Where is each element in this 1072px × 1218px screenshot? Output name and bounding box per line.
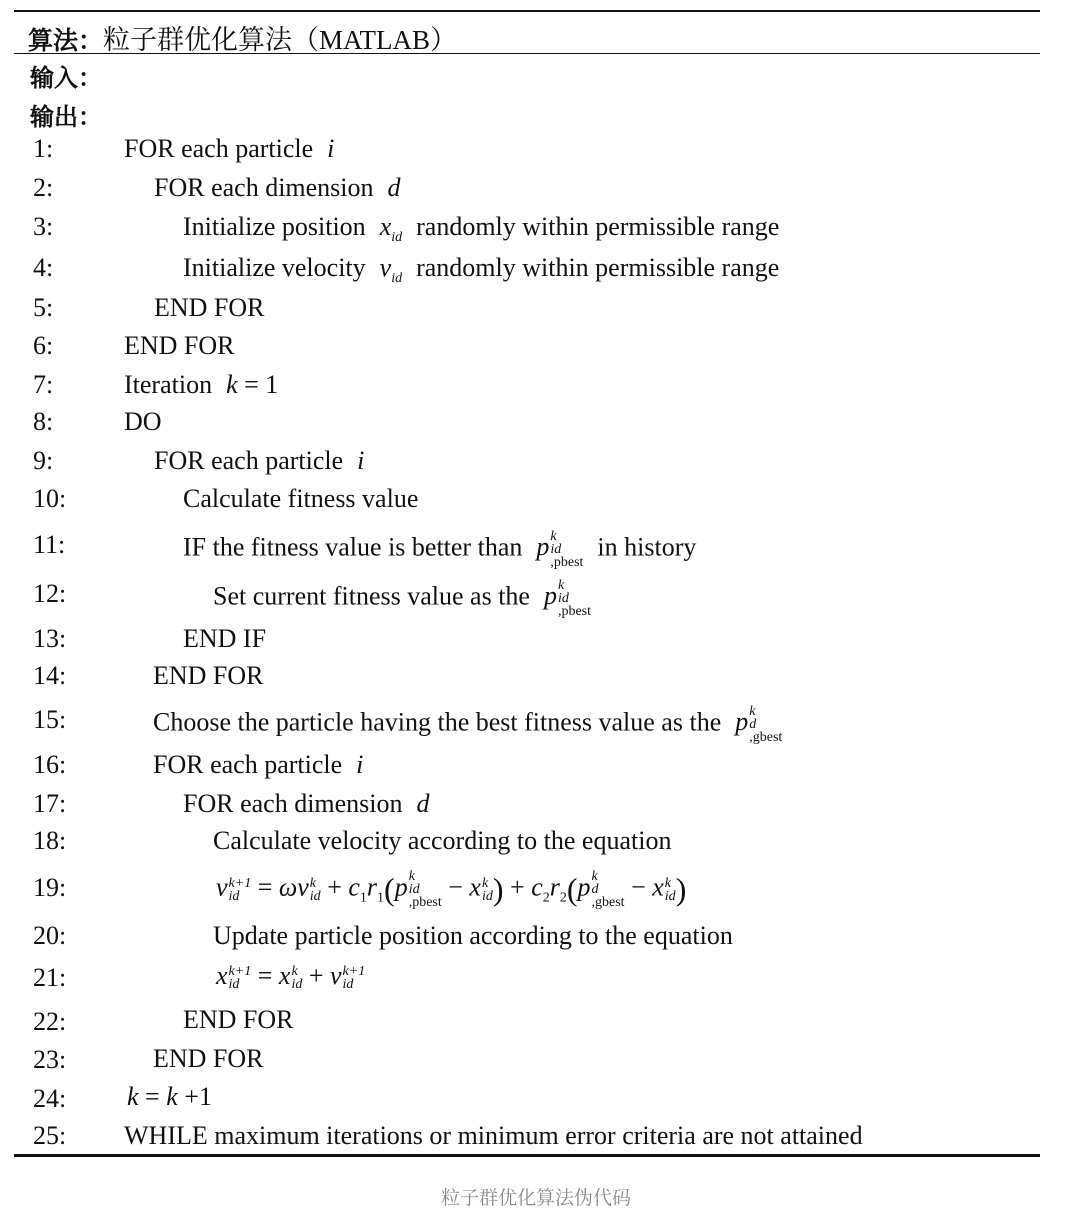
line-number: 23: — [33, 1045, 67, 1074]
code-line — [183, 253, 779, 287]
line-text: Iteration — [124, 370, 213, 399]
code-line: END FOR — [153, 1044, 264, 1073]
code-line — [153, 750, 363, 780]
code-line — [183, 530, 696, 569]
code-line — [154, 173, 401, 203]
line-number: 6: — [33, 331, 54, 360]
line-number: 7: — [33, 370, 54, 399]
line-number: 9: — [33, 446, 54, 475]
code-line — [153, 705, 782, 744]
increment-equation: k = k +1 — [127, 1082, 212, 1111]
line-number: 8: — [33, 407, 54, 436]
line-number: 3: — [33, 212, 54, 241]
code-line: END FOR — [124, 331, 235, 360]
math-p-pbest: p k id ,pbest — [543, 578, 592, 619]
code-line — [213, 579, 591, 618]
code-line — [154, 446, 364, 476]
line-number: 2: — [33, 173, 54, 202]
figure-caption: 粒子群优化算法伪代码 — [440, 1187, 631, 1209]
code-line: END FOR — [153, 661, 264, 690]
var-i: i — [357, 446, 365, 475]
line-number: 12: — [33, 579, 67, 608]
line-number: 17: — [33, 789, 67, 818]
line-number: 18: — [33, 826, 67, 855]
line-number: 14: — [33, 661, 67, 690]
line-number: 24: — [33, 1084, 67, 1113]
line-text: Choose the particle having the best fitness value as the — [153, 707, 722, 737]
line-number: 4: — [33, 253, 54, 282]
line-number: 1: — [33, 134, 54, 163]
var-i: i — [327, 134, 335, 163]
var-k: k — [226, 370, 238, 399]
line-text: FOR each dimension — [183, 789, 403, 818]
line-text: IF the fitness value is better than — [183, 532, 523, 562]
title-text: 粒子群优化算法（MATLAB） — [103, 25, 458, 55]
code-line: DO — [124, 407, 162, 436]
code-line: END FOR — [183, 1005, 294, 1034]
line-text: Initialize velocity — [183, 253, 366, 282]
line-number: 21: — [33, 963, 67, 992]
line-text: Set current fitness value as the — [213, 581, 530, 611]
line-number: 19: — [33, 873, 67, 902]
code-line — [183, 212, 779, 246]
var-d: d — [387, 173, 401, 202]
line-text: FOR each particle — [153, 750, 343, 779]
code-line: END IF — [183, 624, 267, 653]
line-text: FOR each dimension — [154, 173, 374, 202]
code-line: Update particle position according to the equation — [213, 921, 733, 950]
code-line — [124, 370, 278, 400]
line-text: randomly within permissible range — [416, 253, 780, 282]
algorithm-title — [28, 18, 457, 57]
expr-rest: = 1 — [237, 370, 279, 399]
math-v-id: $v_{id}$ — [379, 253, 403, 287]
code-line — [124, 134, 334, 164]
code-line: Calculate velocity according to the equation — [213, 826, 672, 855]
code-line — [183, 789, 430, 819]
line-number: 15: — [33, 705, 67, 734]
output-label: 输出： — [30, 103, 102, 131]
var-d: d — [416, 789, 430, 818]
code-line: Calculate fitness value — [183, 484, 419, 513]
title-label: 算法： — [28, 26, 104, 55]
line-number: 20: — [33, 921, 67, 950]
var-i: i — [356, 750, 364, 779]
line-text: in history — [597, 532, 697, 562]
math-x-id: $x_{id}$ — [379, 212, 403, 246]
line-number: 11: — [33, 530, 66, 559]
line-text: Initialize position — [183, 212, 366, 241]
line-number: 25: — [33, 1121, 67, 1150]
line-number: 13: — [33, 624, 67, 653]
velocity-equation: v k+1 id = ωv k id + $c_1r_1(p$ k id ,pbest − x k id ) + $c_2r_2(p$ k d ,gbest − x k id ) — [216, 869, 687, 910]
line-number: 5: — [33, 293, 54, 322]
bottom-rule — [14, 1154, 1040, 1157]
line-text: FOR each particle — [154, 446, 344, 475]
line-number: 22: — [33, 1007, 67, 1036]
top-rule — [14, 10, 1040, 12]
code-line: END FOR — [154, 293, 265, 322]
line-text: FOR each particle — [124, 134, 314, 163]
code-line: WHILE maximum iterations or minimum error criteria are not attained — [124, 1121, 863, 1150]
position-equation: x k+1 id = x k id + v k+1 id — [216, 961, 366, 993]
math-p-pbest: p k id ,pbest — [536, 529, 584, 570]
line-number: 16: — [33, 750, 67, 779]
line-number: 10: — [33, 484, 67, 513]
math-p-gbest: p k d ,gbest — [735, 704, 783, 745]
input-label: 输入： — [30, 64, 102, 92]
line-text: randomly within permissible range — [416, 212, 780, 241]
